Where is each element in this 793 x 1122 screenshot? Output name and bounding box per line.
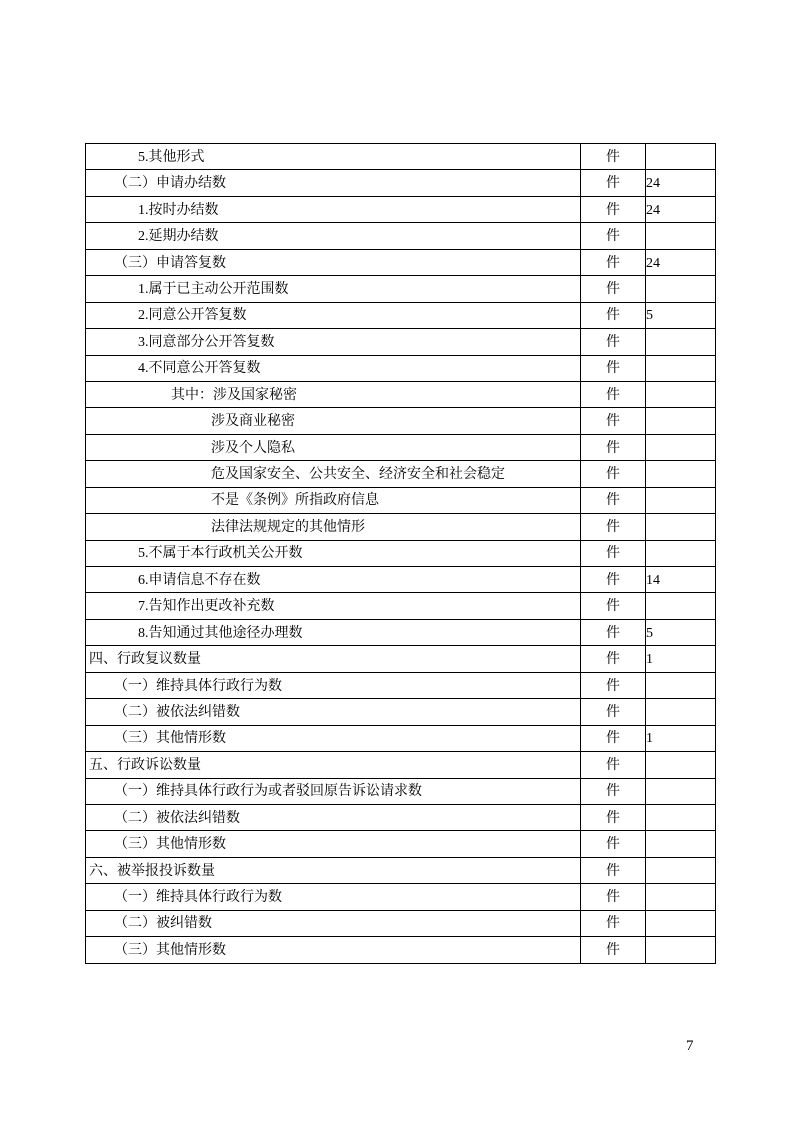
row-label: （二）被依法纠错数	[86, 804, 581, 830]
row-unit: 件	[581, 329, 646, 355]
row-value	[646, 144, 716, 170]
row-unit: 件	[581, 434, 646, 460]
table-row	[86, 276, 716, 302]
row-label: （一）维持具体行政行为数	[86, 672, 581, 698]
row-unit: 件	[581, 381, 646, 407]
table-row	[86, 302, 716, 328]
row-unit: 件	[581, 910, 646, 936]
table-row	[86, 567, 716, 593]
table-row	[86, 699, 716, 725]
row-value	[646, 487, 716, 513]
table-row	[86, 857, 716, 883]
row-value: 24	[646, 196, 716, 222]
row-unit: 件	[581, 514, 646, 540]
row-unit: 件	[581, 619, 646, 645]
row-label: 六、被举报投诉数量	[86, 857, 581, 883]
row-unit: 件	[581, 170, 646, 196]
table-row	[86, 937, 716, 963]
row-value	[646, 778, 716, 804]
row-unit: 件	[581, 831, 646, 857]
row-unit: 件	[581, 646, 646, 672]
table-row	[86, 355, 716, 381]
row-value	[646, 223, 716, 249]
row-label: 五、行政诉讼数量	[86, 752, 581, 778]
table-row	[86, 434, 716, 460]
row-value	[646, 910, 716, 936]
row-value: 5	[646, 302, 716, 328]
row-value	[646, 276, 716, 302]
row-label: （一）维持具体行政行为或者驳回原告诉讼请求数	[86, 778, 581, 804]
row-label: 2.同意公开答复数	[86, 302, 581, 328]
page-number: 7	[686, 1038, 694, 1054]
table-row	[86, 725, 716, 751]
row-label: （三）其他情形数	[86, 725, 581, 751]
row-value: 5	[646, 619, 716, 645]
row-value	[646, 884, 716, 910]
row-value	[646, 937, 716, 963]
row-label: 法律法规规定的其他情形	[86, 514, 581, 540]
row-value	[646, 514, 716, 540]
row-unit: 件	[581, 223, 646, 249]
table-row	[86, 884, 716, 910]
row-unit: 件	[581, 302, 646, 328]
row-unit: 件	[581, 752, 646, 778]
table-row	[86, 196, 716, 222]
row-value: 14	[646, 567, 716, 593]
row-label: 涉及个人隐私	[86, 434, 581, 460]
row-unit: 件	[581, 884, 646, 910]
row-unit: 件	[581, 937, 646, 963]
row-label: 危及国家安全、公共安全、经济安全和社会稳定	[86, 461, 581, 487]
row-unit: 件	[581, 276, 646, 302]
row-value	[646, 434, 716, 460]
row-label: 1.按时办结数	[86, 196, 581, 222]
row-value	[646, 672, 716, 698]
row-unit: 件	[581, 487, 646, 513]
row-value	[646, 381, 716, 407]
row-label: 5.其他形式	[86, 144, 581, 170]
row-label: 其中：涉及国家秘密	[86, 381, 581, 407]
row-label: （二）申请办结数	[86, 170, 581, 196]
row-label: 7.告知作出更改补充数	[86, 593, 581, 619]
row-label: （三）其他情形数	[86, 831, 581, 857]
table-row	[86, 223, 716, 249]
table-row	[86, 804, 716, 830]
table-row	[86, 672, 716, 698]
row-value	[646, 804, 716, 830]
row-label: （二）被依法纠错数	[86, 699, 581, 725]
table-row	[86, 752, 716, 778]
row-value	[646, 329, 716, 355]
table-row	[86, 170, 716, 196]
row-unit: 件	[581, 699, 646, 725]
row-unit: 件	[581, 144, 646, 170]
table-row	[86, 619, 716, 645]
row-label: 四、行政复议数量	[86, 646, 581, 672]
row-value	[646, 831, 716, 857]
row-unit: 件	[581, 196, 646, 222]
report-table-body	[86, 144, 716, 964]
row-label: 4.不同意公开答复数	[86, 355, 581, 381]
row-value	[646, 699, 716, 725]
table-row	[86, 487, 716, 513]
row-label: 8.告知通过其他途径办理数	[86, 619, 581, 645]
row-unit: 件	[581, 725, 646, 751]
table-row	[86, 408, 716, 434]
row-label: 2.延期办结数	[86, 223, 581, 249]
table-row	[86, 540, 716, 566]
row-unit: 件	[581, 804, 646, 830]
row-label: （三）其他情形数	[86, 937, 581, 963]
row-value	[646, 461, 716, 487]
row-unit: 件	[581, 857, 646, 883]
table-row	[86, 778, 716, 804]
row-unit: 件	[581, 355, 646, 381]
table-row	[86, 144, 716, 170]
row-value: 1	[646, 646, 716, 672]
table-row	[86, 381, 716, 407]
row-value	[646, 752, 716, 778]
report-table	[85, 143, 716, 964]
table-row	[86, 831, 716, 857]
table-row	[86, 514, 716, 540]
row-unit: 件	[581, 461, 646, 487]
row-label: 6.申请信息不存在数	[86, 567, 581, 593]
table-row	[86, 910, 716, 936]
row-value	[646, 355, 716, 381]
row-label: 涉及商业秘密	[86, 408, 581, 434]
table-row	[86, 249, 716, 275]
row-label: （二）被纠错数	[86, 910, 581, 936]
row-label: 不是《条例》所指政府信息	[86, 487, 581, 513]
table-row	[86, 593, 716, 619]
row-unit: 件	[581, 672, 646, 698]
row-unit: 件	[581, 778, 646, 804]
row-label: （一）维持具体行政行为数	[86, 884, 581, 910]
row-unit: 件	[581, 593, 646, 619]
row-unit: 件	[581, 249, 646, 275]
table-row	[86, 329, 716, 355]
table-row	[86, 646, 716, 672]
row-value: 24	[646, 249, 716, 275]
row-value	[646, 857, 716, 883]
row-value	[646, 408, 716, 434]
row-value: 1	[646, 725, 716, 751]
row-label: 5.不属于本行政机关公开数	[86, 540, 581, 566]
row-unit: 件	[581, 567, 646, 593]
row-value: 24	[646, 170, 716, 196]
row-unit: 件	[581, 408, 646, 434]
row-label: （三）申请答复数	[86, 249, 581, 275]
table-row	[86, 461, 716, 487]
row-value	[646, 593, 716, 619]
row-label: 3.同意部分公开答复数	[86, 329, 581, 355]
row-value	[646, 540, 716, 566]
row-unit: 件	[581, 540, 646, 566]
row-label: 1.属于已主动公开范围数	[86, 276, 581, 302]
